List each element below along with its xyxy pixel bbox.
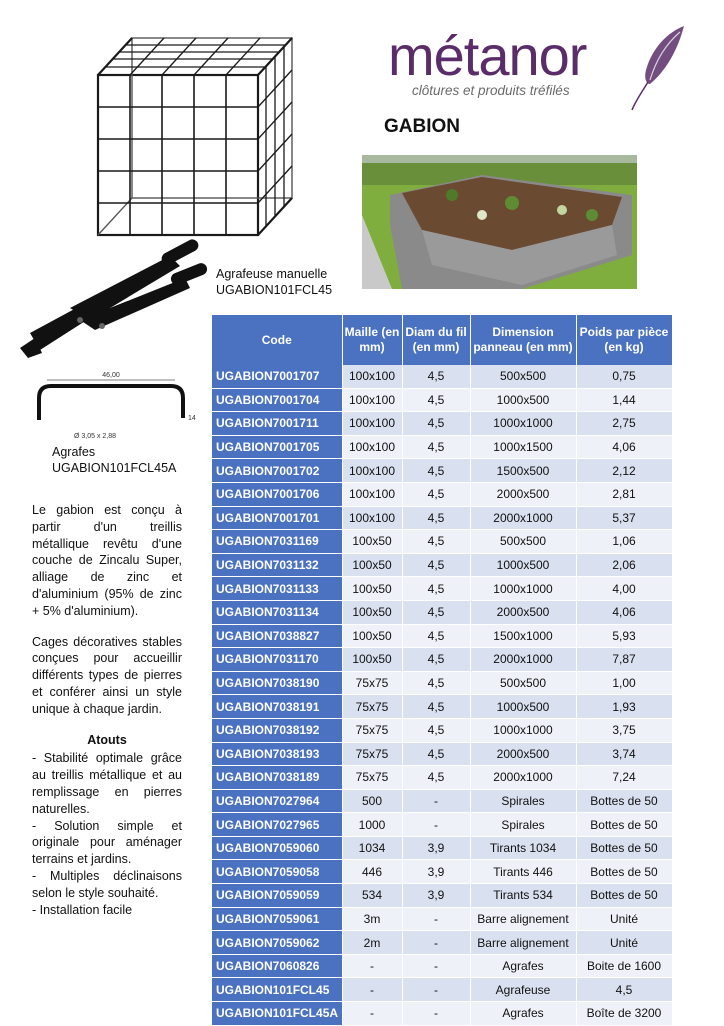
cell-panel-dimension: 1000x1000 bbox=[470, 718, 576, 742]
cell-mesh: 2m bbox=[342, 931, 402, 955]
table-row bbox=[212, 506, 672, 530]
cell-wire-diameter: 4,5 bbox=[402, 435, 470, 459]
cell-weight: 4,5 bbox=[576, 978, 672, 1002]
cell-weight: 1,00 bbox=[576, 671, 672, 695]
cell-panel-dimension: 1000x500 bbox=[470, 388, 576, 412]
cell-wire-diameter: 3,9 bbox=[402, 884, 470, 908]
cell-mesh: 100x100 bbox=[342, 412, 402, 436]
cell-wire-diameter: 4,5 bbox=[402, 506, 470, 530]
brand-tagline: clôtures et produits tréfilés bbox=[412, 83, 570, 98]
cell-panel-dimension: 500x500 bbox=[470, 671, 576, 695]
column-header-weight: Poids par pièce (en kg) bbox=[576, 315, 672, 365]
description-paragraph: Le gabion est conçu à partir d'un treillis métallique revêtu d'une couche de Zincalu Super, alliage de zinc et d'aluminium (95% de zinc + 5% d'aluminium). bbox=[32, 503, 182, 618]
table-row bbox=[212, 435, 672, 459]
cell-mesh: - bbox=[342, 978, 402, 1002]
cell-weight: Bottes de 50 bbox=[576, 860, 672, 884]
cell-panel-dimension: 500x500 bbox=[470, 530, 576, 554]
cell-weight: 0,75 bbox=[576, 365, 672, 388]
staples-caption bbox=[52, 444, 176, 476]
cell-code: UGABION7001702 bbox=[212, 459, 342, 483]
cell-weight: 4,06 bbox=[576, 600, 672, 624]
table-row bbox=[212, 813, 672, 837]
cell-panel-dimension: 1000x1500 bbox=[470, 435, 576, 459]
cell-mesh: 100x100 bbox=[342, 506, 402, 530]
cell-weight: Boite de 1600 bbox=[576, 954, 672, 978]
cell-wire-diameter: 4,5 bbox=[402, 412, 470, 436]
cell-code: UGABION7038191 bbox=[212, 695, 342, 719]
cell-panel-dimension: 2000x500 bbox=[470, 482, 576, 506]
cell-wire-diameter: - bbox=[402, 789, 470, 813]
table-row bbox=[212, 1002, 672, 1026]
cell-mesh: 3m bbox=[342, 907, 402, 931]
description-paragraph: Cages décoratives stables conçues pour accueillir différents types de pierres et conférer ainsi un style unique à chaque jardin. bbox=[32, 634, 182, 716]
cell-mesh: 75x75 bbox=[342, 766, 402, 790]
cell-wire-diameter: 4,5 bbox=[402, 553, 470, 577]
stapler-caption-line2: UGABION101FCL45 bbox=[216, 283, 333, 297]
cell-wire-diameter: 4,5 bbox=[402, 388, 470, 412]
cell-mesh: 100x50 bbox=[342, 648, 402, 672]
cell-weight: Bottes de 50 bbox=[576, 813, 672, 837]
cell-code: UGABION101FCL45A bbox=[212, 1002, 342, 1026]
staples-caption-line2: UGABION101FCL45A bbox=[52, 461, 177, 475]
table-row bbox=[212, 671, 672, 695]
cell-mesh: 100x100 bbox=[342, 365, 402, 388]
advantage-item: - Multiples déclinaisons selon le style souhaité. bbox=[32, 868, 182, 900]
cell-code: UGABION7027964 bbox=[212, 789, 342, 813]
cell-mesh: 100x50 bbox=[342, 530, 402, 554]
cell-code: UGABION7031133 bbox=[212, 577, 342, 601]
cell-code: UGABION7001707 bbox=[212, 365, 342, 388]
cell-mesh: 100x50 bbox=[342, 600, 402, 624]
cell-wire-diameter: 3,9 bbox=[402, 860, 470, 884]
staple-width-label: 46,00 bbox=[102, 372, 120, 379]
cell-code: UGABION7031132 bbox=[212, 553, 342, 577]
cell-code: UGABION7059058 bbox=[212, 860, 342, 884]
cell-mesh: 100x50 bbox=[342, 577, 402, 601]
table-row bbox=[212, 459, 672, 483]
cell-wire-diameter: 4,5 bbox=[402, 742, 470, 766]
brand-logo-text: métanor bbox=[388, 24, 587, 87]
advantage-item: - Solution simple et originale pour aménager terrains et jardins. bbox=[32, 818, 182, 867]
cell-panel-dimension: 1500x500 bbox=[470, 459, 576, 483]
product-spec-table bbox=[212, 315, 673, 1026]
cell-code: UGABION7059062 bbox=[212, 931, 342, 955]
cell-weight: 2,75 bbox=[576, 412, 672, 436]
cell-panel-dimension: 2000x1000 bbox=[470, 506, 576, 530]
cell-mesh: 100x100 bbox=[342, 388, 402, 412]
advantage-item: - Stabilité optimale grâce au treillis métallique et au remplissage en pierres naturelles. bbox=[32, 751, 182, 816]
gabion-garden-photo bbox=[362, 155, 637, 289]
cell-mesh: - bbox=[342, 954, 402, 978]
table-row bbox=[212, 766, 672, 790]
cell-wire-diameter: 3,9 bbox=[402, 836, 470, 860]
table-row bbox=[212, 530, 672, 554]
staple-height-label: 14 bbox=[188, 415, 196, 422]
cell-panel-dimension: Agrafes bbox=[470, 1002, 576, 1026]
cell-weight: Boîte de 3200 bbox=[576, 1002, 672, 1026]
column-header-panel-dimension: Dimension panneau (en mm) bbox=[470, 315, 576, 365]
cell-code: UGABION7001704 bbox=[212, 388, 342, 412]
cell-wire-diameter: - bbox=[402, 907, 470, 931]
cell-mesh: 100x50 bbox=[342, 624, 402, 648]
gabion-cage-image bbox=[90, 30, 300, 245]
cell-panel-dimension: 2000x1000 bbox=[470, 766, 576, 790]
cell-wire-diameter: - bbox=[402, 1002, 470, 1026]
table-row bbox=[212, 718, 672, 742]
table-row bbox=[212, 907, 672, 931]
cell-code: UGABION7001705 bbox=[212, 435, 342, 459]
cell-panel-dimension: 500x500 bbox=[470, 365, 576, 388]
cell-panel-dimension: 1000x1000 bbox=[470, 577, 576, 601]
table-row bbox=[212, 388, 672, 412]
cell-code: UGABION7059059 bbox=[212, 884, 342, 908]
cell-wire-diameter: - bbox=[402, 931, 470, 955]
cell-weight: 5,37 bbox=[576, 506, 672, 530]
cell-panel-dimension: Agrafes bbox=[470, 954, 576, 978]
table-row bbox=[212, 600, 672, 624]
cell-mesh: 100x100 bbox=[342, 435, 402, 459]
cell-panel-dimension: 2000x500 bbox=[470, 600, 576, 624]
staple-wire-label: Ø 3,05 x 2,88 bbox=[73, 433, 117, 440]
cell-code: UGABION7031169 bbox=[212, 530, 342, 554]
cell-wire-diameter: 4,5 bbox=[402, 648, 470, 672]
table-body bbox=[212, 365, 672, 1025]
document-title: GABION bbox=[384, 116, 460, 137]
cell-mesh: 534 bbox=[342, 884, 402, 908]
cell-panel-dimension: Agrafeuse bbox=[470, 978, 576, 1002]
table-row bbox=[212, 412, 672, 436]
cell-mesh: - bbox=[342, 1002, 402, 1026]
cell-mesh: 75x75 bbox=[342, 671, 402, 695]
table-row bbox=[212, 742, 672, 766]
cell-code: UGABION7031170 bbox=[212, 648, 342, 672]
cell-panel-dimension: 2000x500 bbox=[470, 742, 576, 766]
cell-wire-diameter: - bbox=[402, 954, 470, 978]
table-row bbox=[212, 553, 672, 577]
cell-weight: Bottes de 50 bbox=[576, 836, 672, 860]
cell-panel-dimension: 1000x500 bbox=[470, 553, 576, 577]
cell-weight: 7,24 bbox=[576, 766, 672, 790]
table-row bbox=[212, 365, 672, 388]
table-row bbox=[212, 648, 672, 672]
cell-wire-diameter: 4,5 bbox=[402, 718, 470, 742]
manual-stapler-image bbox=[10, 238, 210, 363]
cell-mesh: 75x75 bbox=[342, 695, 402, 719]
table-row bbox=[212, 978, 672, 1002]
table-row bbox=[212, 931, 672, 955]
cell-mesh: 500 bbox=[342, 789, 402, 813]
cell-panel-dimension: 1000x500 bbox=[470, 695, 576, 719]
cell-panel-dimension: Barre alignement bbox=[470, 931, 576, 955]
staples-caption-line1: Agrafes bbox=[52, 445, 96, 459]
cell-weight: 2,06 bbox=[576, 553, 672, 577]
cell-wire-diameter: 4,5 bbox=[402, 600, 470, 624]
column-header-mesh: Maille (en mm) bbox=[342, 315, 402, 365]
cell-weight: Bottes de 50 bbox=[576, 789, 672, 813]
cell-wire-diameter: 4,5 bbox=[402, 365, 470, 388]
cell-mesh: 100x100 bbox=[342, 482, 402, 506]
cell-code: UGABION7038193 bbox=[212, 742, 342, 766]
cell-code: UGABION7001706 bbox=[212, 482, 342, 506]
cell-weight: Bottes de 50 bbox=[576, 884, 672, 908]
cell-wire-diameter: 4,5 bbox=[402, 624, 470, 648]
table-row bbox=[212, 577, 672, 601]
cell-mesh: 1034 bbox=[342, 836, 402, 860]
cell-weight: 2,81 bbox=[576, 482, 672, 506]
cell-weight: 3,74 bbox=[576, 742, 672, 766]
cell-code: UGABION7038189 bbox=[212, 766, 342, 790]
table-row bbox=[212, 789, 672, 813]
cell-code: UGABION7038190 bbox=[212, 671, 342, 695]
cell-panel-dimension: 1500x1000 bbox=[470, 624, 576, 648]
table-row bbox=[212, 695, 672, 719]
cell-wire-diameter: 4,5 bbox=[402, 671, 470, 695]
staple-diagram-image bbox=[25, 368, 195, 448]
table-row bbox=[212, 836, 672, 860]
cell-panel-dimension: Spirales bbox=[470, 813, 576, 837]
cell-mesh: 75x75 bbox=[342, 742, 402, 766]
table-row bbox=[212, 624, 672, 648]
advantages-list bbox=[32, 750, 182, 918]
cell-wire-diameter: 4,5 bbox=[402, 530, 470, 554]
cell-panel-dimension: Tirants 1034 bbox=[470, 836, 576, 860]
column-header-code: Code bbox=[212, 315, 342, 365]
cell-weight: 4,06 bbox=[576, 435, 672, 459]
cell-wire-diameter: - bbox=[402, 813, 470, 837]
cell-code: UGABION7001701 bbox=[212, 506, 342, 530]
table-row bbox=[212, 884, 672, 908]
cell-code: UGABION101FCL45 bbox=[212, 978, 342, 1002]
cell-code: UGABION7060826 bbox=[212, 954, 342, 978]
cell-wire-diameter: 4,5 bbox=[402, 482, 470, 506]
cell-panel-dimension: Tirants 534 bbox=[470, 884, 576, 908]
stapler-caption-line1: Agrafeuse manuelle bbox=[216, 267, 328, 281]
cell-weight: 2,12 bbox=[576, 459, 672, 483]
cell-code: UGABION7038192 bbox=[212, 718, 342, 742]
table-row bbox=[212, 860, 672, 884]
cell-panel-dimension: 1000x1000 bbox=[470, 412, 576, 436]
cell-mesh: 1000 bbox=[342, 813, 402, 837]
cell-wire-diameter: - bbox=[402, 978, 470, 1002]
cell-weight: 1,06 bbox=[576, 530, 672, 554]
cell-weight: 1,93 bbox=[576, 695, 672, 719]
cell-wire-diameter: 4,5 bbox=[402, 459, 470, 483]
cell-mesh: 446 bbox=[342, 860, 402, 884]
stapler-caption bbox=[216, 266, 332, 298]
advantages-heading: Atouts bbox=[87, 732, 127, 747]
cell-code: UGABION7031134 bbox=[212, 600, 342, 624]
cell-wire-diameter: 4,5 bbox=[402, 695, 470, 719]
cell-weight: Unité bbox=[576, 907, 672, 931]
cell-code: UGABION7001711 bbox=[212, 412, 342, 436]
cell-code: UGABION7059060 bbox=[212, 836, 342, 860]
cell-panel-dimension: Spirales bbox=[470, 789, 576, 813]
cell-mesh: 100x50 bbox=[342, 553, 402, 577]
table-row bbox=[212, 954, 672, 978]
table-row bbox=[212, 482, 672, 506]
cell-weight: 1,44 bbox=[576, 388, 672, 412]
table-header-row bbox=[212, 315, 672, 365]
cell-weight: 3,75 bbox=[576, 718, 672, 742]
cell-code: UGABION7038827 bbox=[212, 624, 342, 648]
cell-weight: 5,93 bbox=[576, 624, 672, 648]
cell-weight: Unité bbox=[576, 931, 672, 955]
cell-wire-diameter: 4,5 bbox=[402, 766, 470, 790]
cell-panel-dimension: Barre alignement bbox=[470, 907, 576, 931]
cell-panel-dimension: 2000x1000 bbox=[470, 648, 576, 672]
cell-weight: 7,87 bbox=[576, 648, 672, 672]
advantage-item: - Installation facile bbox=[32, 902, 133, 917]
column-header-wire-diameter: Diam du fil (en mm) bbox=[402, 315, 470, 365]
cell-wire-diameter: 4,5 bbox=[402, 577, 470, 601]
cell-panel-dimension: Tirants 446 bbox=[470, 860, 576, 884]
cell-weight: 4,00 bbox=[576, 577, 672, 601]
cell-code: UGABION7027965 bbox=[212, 813, 342, 837]
cell-code: UGABION7059061 bbox=[212, 907, 342, 931]
cell-mesh: 100x100 bbox=[342, 459, 402, 483]
quill-logo-icon bbox=[628, 22, 690, 114]
product-description bbox=[32, 502, 182, 918]
cell-mesh: 75x75 bbox=[342, 718, 402, 742]
